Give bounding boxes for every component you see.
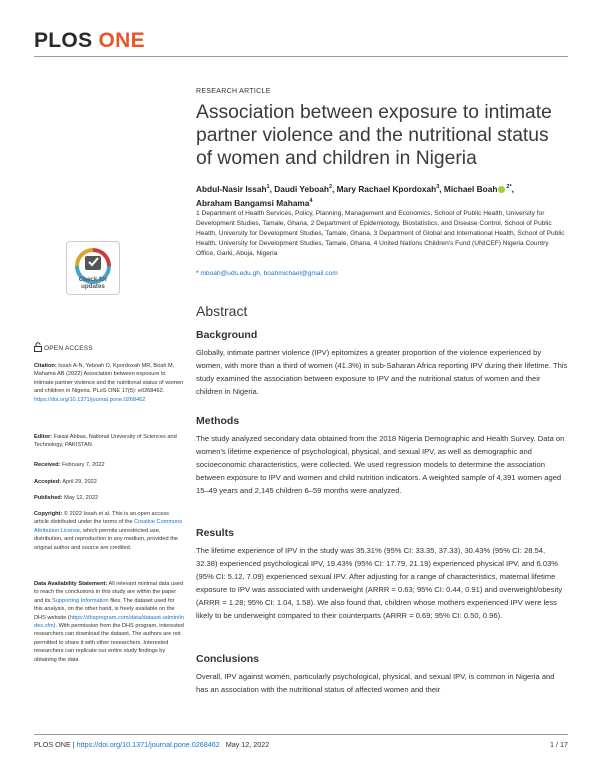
dhs-link[interactable]: https://dhsprogram.com/data/dataset-admin/index.cfm bbox=[34, 614, 184, 630]
author-sup: 4 bbox=[309, 197, 313, 204]
author[interactable]: Daudi Yeboah bbox=[274, 183, 329, 194]
citation-label: Citation: bbox=[34, 363, 57, 369]
conclusions-text: Overall, IPV against women, particularly psychological, physical, and sexual IPV, is common in Nigeria and has an association with the nutritional status of affected women and their bbox=[196, 672, 555, 695]
published-date: May 12, 2022 bbox=[64, 495, 99, 501]
corresponding-email bbox=[196, 270, 568, 277]
footer-date: May 12, 2022 bbox=[225, 740, 270, 749]
author-list: Abdul-Nasir Issah$^1$, Daudi Yeboah$^2$, Mary Rachael Kpordoxah$^3$, Michael Boah $^{2*}$, Abraham Bangamsi Mahama$^4$ bbox=[196, 183, 514, 208]
copyright-text: © 2022 Issah et al. This is an open access article distributed under the terms of the bbox=[34, 511, 169, 526]
editor-text: Faisal Abbas, National University of Sciences and Technology, PAKISTAN bbox=[34, 434, 177, 449]
footer-doi-link[interactable]: https://doi.org/10.1371/journal.pone.0268462 bbox=[76, 740, 220, 749]
open-lock-icon bbox=[34, 342, 42, 352]
accepted-block bbox=[34, 478, 184, 486]
published-label: Published: bbox=[34, 495, 63, 501]
journal-logo bbox=[34, 29, 145, 53]
page-number: 1 / 17 bbox=[550, 740, 568, 749]
check-updates-label: Check for updates bbox=[78, 276, 108, 290]
background-text: Globally, intimate partner violence (IPV) epitomizes a greater proportion of the violence experienced by women, with more than a third of women (41.3%) in sub-Saharan Africa reporting IPV during their lifetime. This study examined the association between exposure to IPV and the nutritional status of women and their children in Nigeria. bbox=[196, 348, 568, 397]
author[interactable]: Abraham Bangamsi Mahama bbox=[196, 197, 310, 208]
article-title: Association between exposure to intimate partner violence and the nutritional status of women and children in Nigeria bbox=[196, 102, 552, 169]
copyright-label: Copyright: bbox=[34, 511, 63, 517]
copyright-text-end: , which permits unrestricted use, distribution, and reproduction in any medium, provided the original author and source are credited. bbox=[34, 527, 178, 551]
citation-block bbox=[34, 362, 184, 404]
data-availability-label: Data Availability Statement: bbox=[34, 581, 108, 587]
editor-block bbox=[34, 433, 184, 450]
logo-plos: PLOS bbox=[34, 29, 93, 52]
data-availability-text-3: ). With permission from the DHS program, interested researchers can download the dataset. The authors are not permitted to share it with other researchers. Interested researchers can replicate our entire study findings by obtaining the data bbox=[34, 623, 184, 663]
citation-doi-link[interactable]: https://doi.org/10.1371/journal.pone.0268462 bbox=[34, 396, 146, 403]
data-availability-block bbox=[34, 580, 184, 664]
author-sup: 1 bbox=[266, 184, 270, 190]
background-heading: Background bbox=[196, 329, 258, 341]
logo-one: ONE bbox=[98, 29, 145, 52]
author[interactable]: Mary Rachael Kpordoxah bbox=[336, 183, 437, 194]
open-access-text: OPEN ACCESS bbox=[44, 345, 93, 352]
author[interactable]: Michael Boah bbox=[443, 183, 498, 194]
data-availability-text-2: files. The dataset used for this analysis, on the other hand, is freely available on the DHS website ( bbox=[34, 597, 175, 621]
check-for-updates-badge[interactable] bbox=[66, 241, 120, 295]
published-block bbox=[34, 494, 184, 502]
author-sup: 3 bbox=[436, 184, 440, 190]
orcid-icon[interactable] bbox=[498, 186, 505, 193]
author-sup: 2* bbox=[506, 184, 512, 190]
email-link[interactable]: mboah@uds.edu.gh, boahmichael@gmail.com bbox=[200, 270, 338, 277]
article-type: RESEARCH ARTICLE bbox=[196, 88, 271, 95]
results-text: The lifetime experience of IPV in the study was 35.31% (95% CI: 33.35, 37.33), 30.43% (95% CI: 28.54, 32.38) experienced psychological IPV, 19.43% (95% CI: 17.79, 21.19) experienced physical IPV, and 6.03% (95% CI: 5.12, 7.09) experienced sexual IPV. After adjusting for a range of characteristics, maternal lifetime exposure to IPV was associated with underweight (ARRR = 0.63; 95% CI: 0.44, 0.91) and overweight/obesity (ARRR = 1.28; 95% CI: 1.04, 1.58). We also found that, children whose mothers experienced IPV were less likely to be underweight compared to their counterparts (ARRR = 0.69; 95% CI: 0.50, 0.96). bbox=[196, 546, 563, 621]
received-label: Received: bbox=[34, 462, 61, 468]
license-link[interactable]: Creative Commons Attribution License bbox=[34, 519, 183, 534]
footer-divider bbox=[34, 734, 568, 735]
methods-heading: Methods bbox=[196, 415, 240, 427]
accepted-date: April 29, 2022 bbox=[62, 479, 97, 485]
conclusions-heading: Conclusions bbox=[196, 653, 260, 665]
author[interactable]: Abdul-Nasir Issah bbox=[196, 183, 267, 194]
data-availability-text: All relevant minimal data used to reach the conclusions in this study are within the paper and its bbox=[34, 581, 184, 604]
open-access-label bbox=[34, 342, 93, 352]
accepted-label: Accepted: bbox=[34, 479, 62, 485]
methods-text: The study analyzed secondary data obtained from the 2018 Nigeria Demographic and Health Survey. Data on women's lifetime experience of psychological, physical, and sexual IPV, as well as demographic and socioeconomic characteristics, were collected. We used regression models to determine the association between exposure to IPV and women and child nutrition indicators. A weighted sample of 4,391 women aged 15–49 years and 2,145 children 6–59 months were analyzed. bbox=[196, 434, 565, 496]
results-heading: Results bbox=[196, 527, 234, 539]
supporting-info-link[interactable]: Supporting Information bbox=[52, 597, 109, 604]
received-date: February 7, 2022 bbox=[62, 462, 105, 468]
copyright-block bbox=[34, 510, 184, 552]
footer-separator: | bbox=[72, 740, 75, 749]
footer-journal: PLOS ONE bbox=[34, 740, 71, 749]
editor-label: Editor: bbox=[34, 434, 53, 440]
header-divider bbox=[34, 56, 568, 57]
author-sup: 2 bbox=[328, 184, 333, 190]
received-block bbox=[34, 461, 184, 469]
abstract-heading: Abstract bbox=[196, 303, 248, 319]
citation-text: Issah A-N, Yeboah D, Kpordoxah MR, Boah M, Mahama AB (2022) Association between exposure to intimate partner violence and the nutritional status of women and children in Nigeria. PLoS ONE 17(5): e0268462. bbox=[34, 363, 184, 395]
affiliations: 1 Department of Health Services, Policy, Planning, Management and Economics, School of Public Health, University for Development Studies, Tamale, Ghana, 2 Department of Epidemiology, Biostatistics, and Disease Control, School of Public Health, University for Development Studies, Tamale, Ghana, 3 Department of Global and International Health, School of Public Health, University for Development Studies, Tamale, Ghana, 4 United Nations Children's Fund (UNICEF) Nigeria Country Office, Garki, Abuja, Nigeria bbox=[196, 210, 565, 257]
email-marker: * bbox=[196, 270, 199, 277]
footer-left bbox=[34, 740, 269, 749]
